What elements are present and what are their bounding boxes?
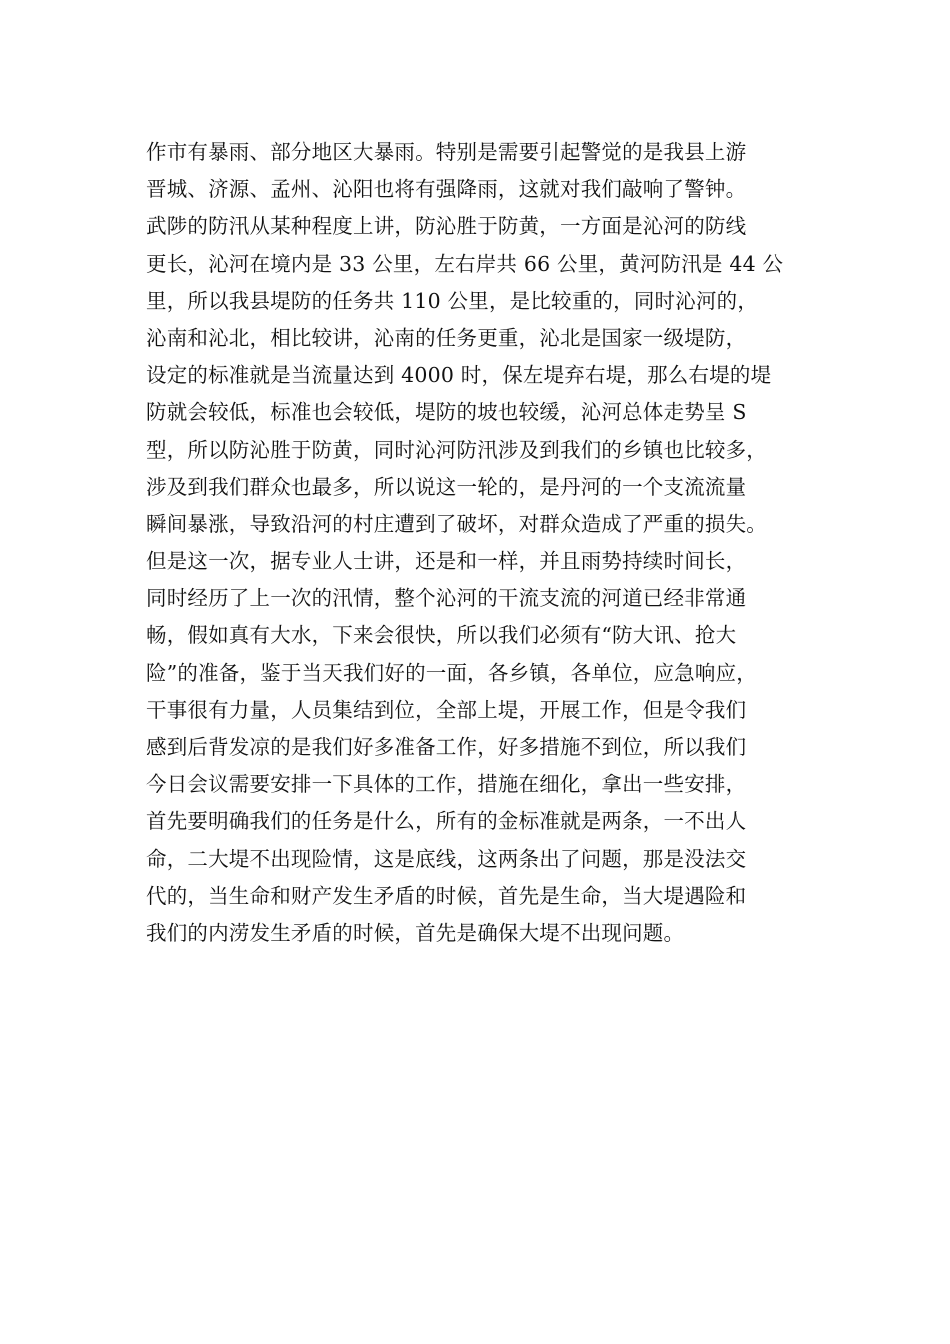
text-line: 作市有暴雨、部分地区大暴雨。特别是需要引起警觉的是我县上游: [146, 140, 747, 164]
text-line: 畅，假如真有大水，下来会很快，所以我们必须有“防大讯、抢大: [146, 623, 737, 648]
text-line: 今日会议需要安排一下具体的工作，措施在细化，拿出一些安排，: [146, 772, 747, 797]
text-line: 里，所以我县堤防的任务共 110 公里，是比较重的，同时沁河的，: [146, 288, 759, 313]
text-line: 我们的内涝发生矛盾的时候，首先是确保大堤不出现问题。: [146, 920, 685, 945]
text-line: 防就会较低，标准也会较低，堤防的坡也较缓，沁河总体走势呈 S: [146, 400, 747, 425]
text-line: 同时经历了上一次的汛情，整个沁河的干流支流的河道已经非常通: [146, 586, 747, 611]
text-line: 瞬间暴涨，导致沿河的村庄遭到了破坏，对群众造成了严重的损失。: [146, 511, 767, 536]
body-text: [146, 134, 826, 952]
text-line: 设定的标准就是当流量达到 4000 时，保左堤弃右堤，那么右堤的堤: [146, 363, 772, 388]
text-line: 感到后背发凉的是我们好多准备工作，好多措施不到位，所以我们: [146, 735, 747, 759]
text-line: 险”的准备，鉴于当天我们好的一面，各乡镇，各单位，应急响应，: [146, 660, 757, 685]
text-line: 型，所以防沁胜于防黄，同时沁河防汛涉及到我们的乡镇也比较多，: [146, 437, 767, 462]
text-line: 但是这一次，据专业人士讲，还是和一样，并且雨势持续时间长，: [146, 549, 747, 574]
text-line: 更长，沁河在境内是 33 公里，左右岸共 66 公里，黄河防汛是 44 公: [146, 251, 784, 276]
text-line: 干事很有力量，人员集结到位，全部上堤，开展工作，但是令我们: [146, 697, 747, 722]
text-line: 晋城、济源、孟州、沁阳也将有强降雨，这就对我们敲响了警钟。: [146, 177, 747, 202]
text-line: 武陟的防汛从某种程度上讲，防沁胜于防黄，一方面是沁河的防线: [146, 214, 747, 239]
text-line: 首先要明确我们的任务是什么，所有的金标准就是两条，一不出人: [146, 809, 747, 834]
text-line: 命，二大堤不出现险情，这是底线，这两条出了问题，那是没法交: [146, 846, 747, 871]
text-line: 沁南和沁北，相比较讲，沁南的任务更重，沁北是国家一级堤防，: [146, 325, 747, 350]
text-line: 涉及到我们群众也最多，所以说这一轮的，是丹河的一个支流流量: [146, 474, 747, 499]
text-line: 代的，当生命和财产发生矛盾的时候，首先是生命，当大堤遇险和: [146, 883, 747, 908]
